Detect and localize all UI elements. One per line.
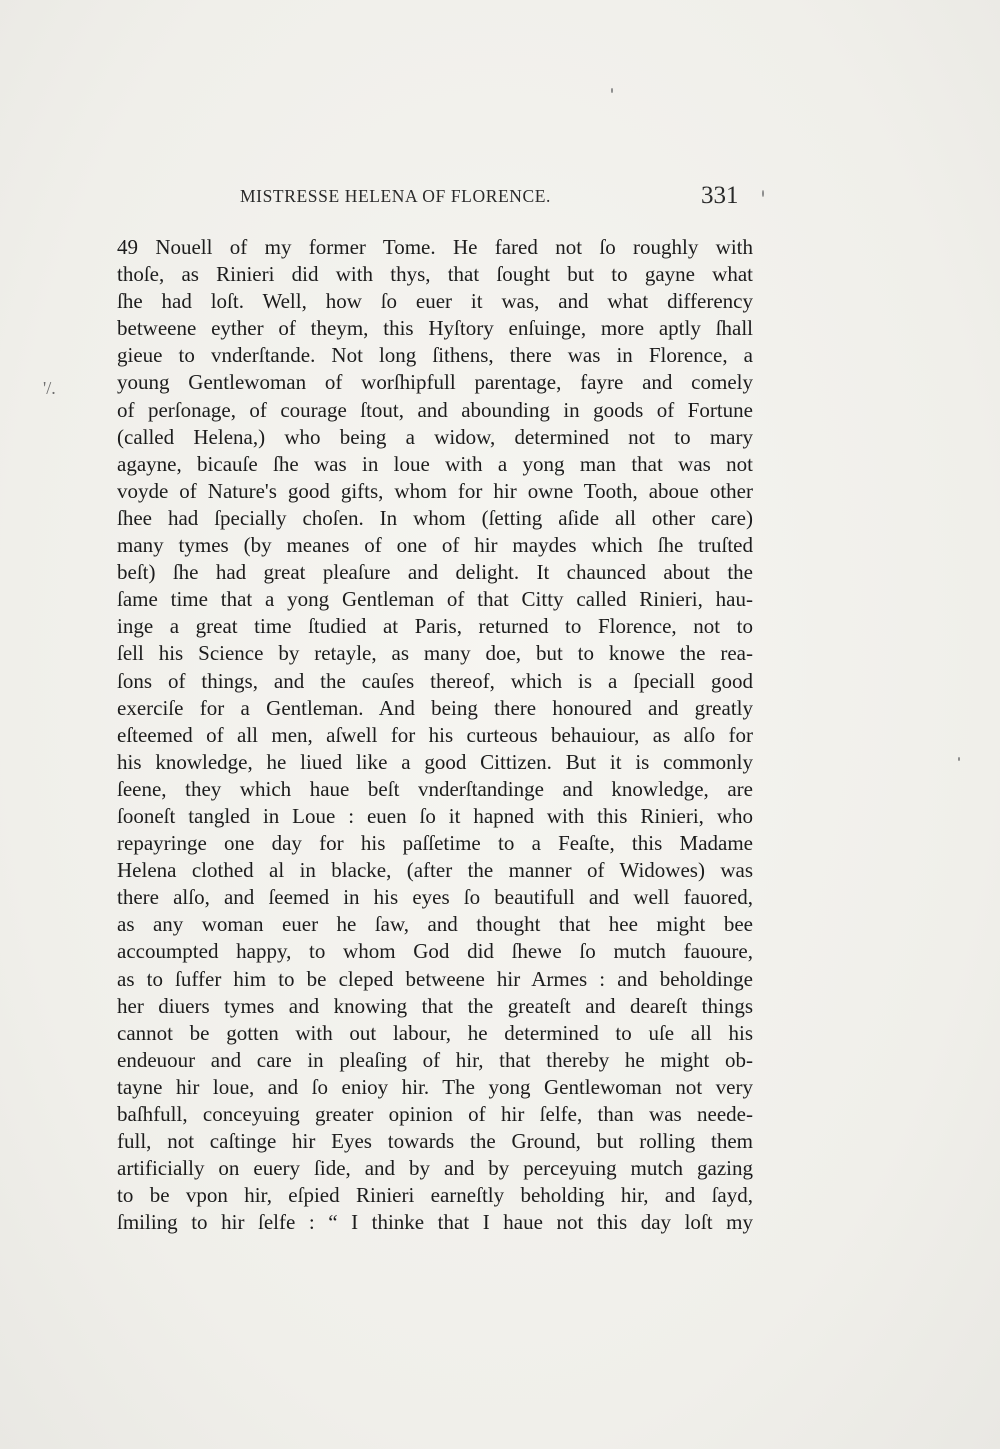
text-line: young Gentlewoman of worſhipfull parentage, fayre and comely bbox=[117, 370, 753, 395]
text-line: repayringe one day for his paſſetime to a Feaſte, this Madame bbox=[117, 831, 753, 856]
margin-annotation: '/. bbox=[43, 378, 56, 398]
text-line: ſmiling to hir ſelfe : “ I thinke that I haue not this day loſt my bbox=[117, 1210, 753, 1235]
paper-speck bbox=[762, 190, 764, 197]
text-line: baſhfull, conceyuing greater opinion of hir ſelfe, than was neede- bbox=[117, 1102, 753, 1126]
text-line: many tymes (by meanes of one of hir maydes which ſhe truſted bbox=[117, 533, 753, 558]
text-line: her diuers tymes and knowing that the greateſt and deareſt things bbox=[117, 993, 753, 1018]
text-line: ſons of things, and the cauſes thereof, which is a ſpeciall good bbox=[117, 668, 753, 693]
text-line: endeuour and care in pleaſing of hir, that thereby he might ob- bbox=[117, 1047, 753, 1072]
text-line: agayne, bicauſe ſhe was in loue with a yong man that was not bbox=[117, 451, 753, 476]
body-text bbox=[117, 234, 753, 1236]
text-line: as any woman euer he ſaw, and thought that hee might bee bbox=[117, 912, 753, 937]
text-line: ſame time that a yong Gentleman of that Citty called Rinieri, hau- bbox=[117, 587, 753, 612]
text-line: Helena clothed al in blacke, (after the manner of Widowes) was bbox=[117, 858, 753, 883]
text-line: thoſe, as Rinieri did with thys, that ſought but to gayne what bbox=[117, 262, 753, 287]
text-line: exerciſe for a Gentleman. And being there honoured and greatly bbox=[117, 695, 753, 720]
text-line: beſt) ſhe had great pleaſure and delight. It chaunced about the bbox=[117, 560, 753, 585]
text-line: 49 Nouell of my former Tome. He fared not ſo roughly with bbox=[117, 235, 753, 259]
text-line: eſteemed of all men, aſwell for his curteous behauiour, as alſo for bbox=[117, 722, 753, 747]
text-line: (called Helena,) who being a widow, determined not to mary bbox=[117, 424, 753, 449]
text-line: as to ſuffer him to be cleped betweene hir Armes : and beholdinge bbox=[117, 966, 753, 991]
text-line: cannot be gotten with out labour, he determined to uſe all his bbox=[117, 1020, 753, 1045]
text-line: gieue to vnderſtande. Not long ſithens, there was in Florence, a bbox=[117, 343, 753, 368]
text-line: ſooneſt tangled in Loue : euen ſo it hapned with this Rinieri, who bbox=[117, 803, 753, 828]
text-line: betweene eyther of theym, this Hyſtory enſuinge, more aptly ſhall bbox=[117, 316, 753, 341]
text-line: to be vpon hir, eſpied Rinieri earneſtly beholding hir, and ſayd, bbox=[117, 1183, 753, 1208]
paper-speck bbox=[958, 757, 960, 761]
text-line: of perſonage, of courage ſtout, and abounding in goods of Fortune bbox=[117, 397, 753, 422]
text-line: tayne hir loue, and ſo enioy hir. The yong Gentlewoman not very bbox=[117, 1074, 753, 1099]
paper-speck bbox=[611, 88, 613, 93]
text-line: ſell his Science by retayle, as many doe, but to knowe the rea- bbox=[117, 641, 753, 666]
running-title: MISTRESSE HELENA OF FLORENCE. bbox=[240, 186, 552, 206]
text-line: inge a great time ſtudied at Paris, returned to Florence, not to bbox=[117, 614, 753, 639]
text-line: ſhee had ſpecially choſen. In whom (ſetting aſide all other care) bbox=[117, 505, 753, 530]
text-line: full, not caſtinge hir Eyes towards the Ground, but rolling them bbox=[117, 1129, 753, 1154]
text-line: there alſo, and ſeemed in his eyes ſo beautifull and well fauored, bbox=[117, 885, 753, 910]
text-line: ſeene, they which haue beſt vnderſtandinge and knowledge, are bbox=[117, 776, 753, 801]
text-line: artificially on euery ſide, and by and by perceyuing mutch gazing bbox=[117, 1156, 753, 1181]
text-line: accoumpted happy, to whom God did ſhewe ſo mutch fauoure, bbox=[117, 939, 753, 964]
page-number: 331 bbox=[701, 182, 739, 209]
text-line: ſhe had loſt. Well, how ſo euer it was, and what differency bbox=[117, 289, 753, 314]
text-line: his knowledge, he liued like a good Cittizen. But it is commonly bbox=[117, 749, 753, 774]
text-line: voyde of Nature's good gifts, whom for hir owne Tooth, aboue other bbox=[117, 478, 753, 503]
